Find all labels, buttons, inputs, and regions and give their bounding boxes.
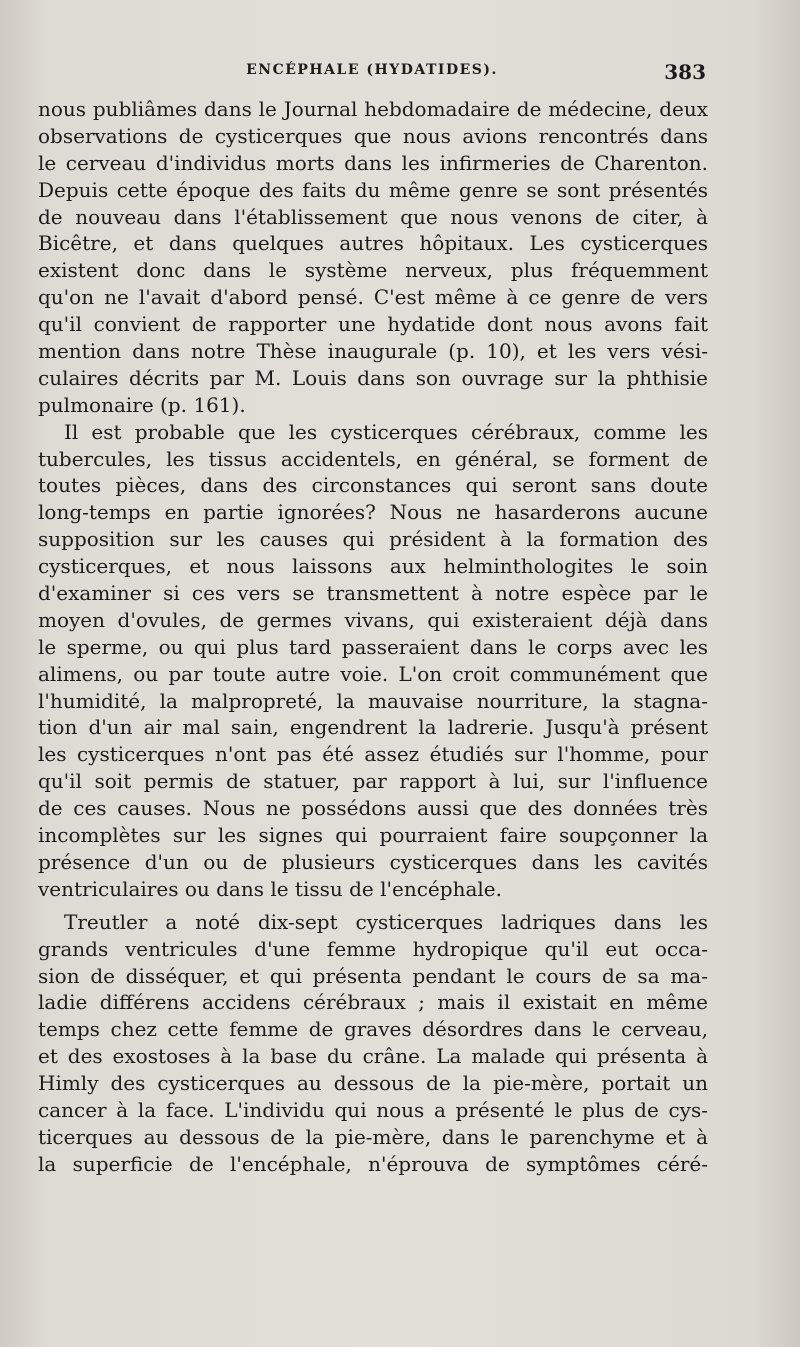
text-line: les cysticerques n'ont pas été assez étudiés sur l'homme, pour xyxy=(38,742,708,767)
text-line: temps chez cette femme de graves désordres dans le cerveau, xyxy=(38,1017,708,1042)
text-line: nous publiâmes dans le Journal hebdomadaire de médecine, deux xyxy=(38,97,708,121)
text-line: et des exostoses à la base du crâne. La malade qui présenta à xyxy=(38,1044,708,1069)
text-line: long-temps en partie ignorées? Nous ne hasarderons aucune xyxy=(38,500,708,525)
paragraph-2 xyxy=(38,419,708,903)
text-line: Bicêtre, et dans quelques autres hôpitaux. Les cysticerques xyxy=(38,231,708,256)
text-line: d'examiner si ces vers se transmettent à notre espèce par le xyxy=(38,581,708,606)
text-line: pulmonaire (p. 161). xyxy=(38,392,246,417)
text-line: incomplètes sur les signes qui pourraient faire soupçonner la xyxy=(38,823,708,848)
text-line: de nouveau dans l'établissement que nous venons de citer, à xyxy=(38,204,708,229)
text-line: observations de cysticerques que nous avions rencontrés dans xyxy=(38,123,708,148)
text-line: qu'il convient de rapporter une hydatide dont nous avons fait xyxy=(38,312,708,337)
text-line: ticerques au dessous de la pie-mère, dans le parenchyme et à xyxy=(38,1124,708,1149)
running-head: ENCÉPHALE (HYDATIDES). xyxy=(246,62,498,78)
body-text xyxy=(38,96,708,1178)
text-line: grands ventricules d'une femme hydropique qu'il eut occa- xyxy=(38,936,708,961)
text-line: de ces causes. Nous ne possédons aussi que des données très xyxy=(38,796,708,821)
paragraph-3 xyxy=(38,909,708,1178)
text-line: tion d'un air mal sain, engendrent la ladrerie. Jusqu'à présent xyxy=(38,715,708,740)
text-line: Himly des cysticerques au dessous de la pie-mère, portait un xyxy=(38,1071,708,1096)
text-line: tubercules, les tissus accidentels, en général, se forment de xyxy=(38,446,708,471)
text-line: supposition sur les causes qui président à la formation des xyxy=(38,527,708,552)
text-line: ventriculaires ou dans le tissu de l'encéphale. xyxy=(38,876,502,901)
text-line: sion de disséquer, et qui présenta pendant le cours de sa ma- xyxy=(38,963,708,988)
text-line: toutes pièces, dans des circonstances qui seront sans doute xyxy=(38,473,708,498)
text-line: qu'il soit permis de statuer, par rapport à lui, sur l'influence xyxy=(38,769,708,794)
text-line: qu'on ne l'avait d'abord pensé. C'est même à ce genre de vers xyxy=(38,285,708,310)
text-line: Depuis cette époque des faits du même genre se sont présentés xyxy=(38,177,708,202)
text-line: ladie différens accidens cérébraux ; mais il existait en même xyxy=(38,990,708,1015)
text-line: la superficie de l'encéphale, n'éprouva de symptômes céré- xyxy=(38,1151,708,1176)
page-header xyxy=(38,62,706,88)
text-line: Il est probable que les cysticerques cérébraux, comme les xyxy=(64,419,708,444)
page-number: 383 xyxy=(664,60,706,84)
text-line: existent donc dans le système nerveux, plus fréquemment xyxy=(38,258,708,283)
text-line: cancer à la face. L'individu qui nous a présenté le plus de cys- xyxy=(38,1097,708,1122)
text-line: cysticerques, et nous laissons aux helminthologites le soin xyxy=(38,554,708,579)
text-line: alimens, ou par toute autre voie. L'on croit communément que xyxy=(38,661,708,686)
text-line: présence d'un ou de plusieurs cysticerques dans les cavités xyxy=(38,849,708,874)
text-line: l'humidité, la malpropreté, la mauvaise nourriture, la stagna- xyxy=(38,688,708,713)
text-line: le cerveau d'individus morts dans les infirmeries de Charenton. xyxy=(38,150,708,175)
text-line: Treutler a noté dix-sept cysticerques ladriques dans les xyxy=(64,909,708,934)
paragraph-1 xyxy=(38,96,708,419)
text-line: mention dans notre Thèse inaugurale (p. 10), et les vers vési- xyxy=(38,339,708,364)
text-line: le sperme, ou qui plus tard passeraient dans le corps avec les xyxy=(38,634,708,659)
text-line: culaires décrits par M. Louis dans son ouvrage sur la phthisie xyxy=(38,365,708,390)
text-line: moyen d'ovules, de germes vivans, qui existeraient déjà dans xyxy=(38,607,708,632)
